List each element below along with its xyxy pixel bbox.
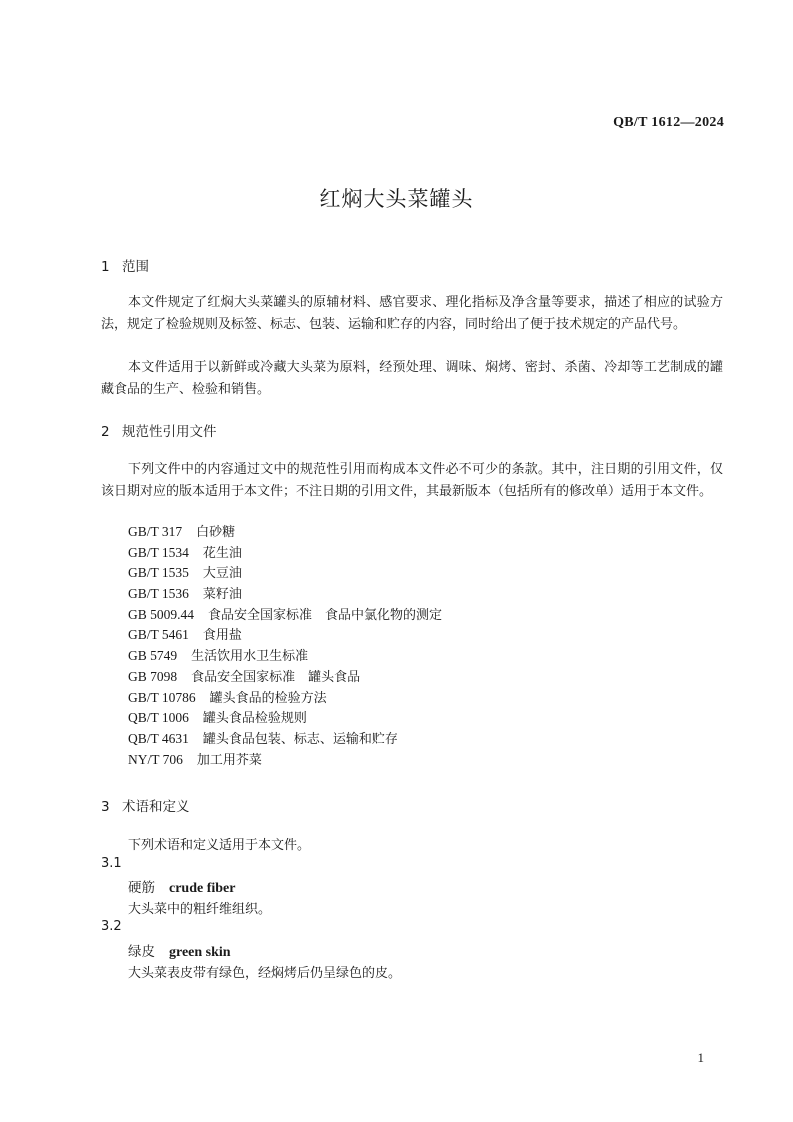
reference-item	[128, 625, 442, 646]
term-en: green skin	[169, 945, 231, 960]
reference-title: 加工用芥菜	[196, 752, 262, 768]
reference-title: 罐头食品检验规则	[202, 711, 307, 727]
reference-code: GB/T 317	[128, 524, 183, 539]
reference-title: 罐头食品包装、标志、运输和贮存	[202, 731, 398, 747]
reference-item	[128, 750, 442, 771]
reference-title: 生活饮用水卫生标准	[191, 649, 309, 665]
reference-title: 花生油	[202, 545, 242, 561]
reference-title: 食用盐	[202, 628, 242, 644]
section-number: 2	[101, 424, 110, 440]
section-title: 范围	[122, 259, 149, 275]
reference-title: 食品安全国家标准 罐头食品	[191, 669, 361, 685]
reference-code: GB/T 10786	[128, 689, 196, 705]
reference-code: QB/T 4631	[128, 730, 189, 746]
term-number: 3.2	[101, 919, 122, 934]
standard-code: QB/T 1612—2024	[613, 115, 724, 130]
section-number: 3	[101, 799, 110, 815]
reference-list	[128, 522, 442, 770]
reference-code: GB 7098	[128, 668, 178, 684]
terms-intro: 下列术语和定义适用于本文件。	[128, 838, 311, 853]
term-heading	[128, 876, 235, 897]
term-zh: 硬筋	[128, 880, 155, 896]
section-1-heading	[101, 255, 149, 275]
section-title: 规范性引用文件	[122, 424, 217, 440]
term-heading	[128, 940, 231, 961]
reference-item	[128, 605, 442, 626]
reference-title: 罐头食品的检验方法	[209, 690, 327, 706]
reference-title: 白砂糖	[196, 525, 236, 540]
scope-paragraph-2: 本文件适用于以新鲜或冷藏大头菜为原料，经预处理、调味、焖烤、密封、杀菌、冷却等工艺制成的罐藏食品的生产、检验和销售。	[101, 360, 723, 397]
reference-code: GB/T 1535	[128, 565, 189, 581]
term-en: crude fiber	[169, 881, 236, 896]
reference-code: QB/T 1006	[128, 710, 189, 726]
reference-item	[128, 729, 442, 750]
reference-code: GB/T 5461	[128, 627, 189, 643]
references-intro: 下列文件中的内容通过文中的规范性引用而构成本文件必不可少的条款。其中，注日期的引用文件，仅该日期对应的版本适用于本文件；不注日期的引用文件，其最新版本（包括所有的修改单）适用于本文件。	[101, 462, 723, 499]
term-definition: 大头菜表皮带有绿色，经焖烤后仍呈绿色的皮。	[128, 966, 402, 981]
reference-code: GB/T 1536	[128, 586, 189, 602]
term-zh: 绿皮	[128, 944, 155, 960]
reference-item	[128, 688, 442, 709]
reference-item	[128, 646, 442, 667]
reference-title: 大豆油	[202, 566, 242, 582]
reference-item	[128, 522, 442, 543]
section-2-heading	[101, 420, 217, 440]
reference-code: GB 5009.44	[128, 606, 195, 622]
reference-title: 菜籽油	[202, 587, 242, 603]
section-number: 1	[101, 259, 110, 275]
reference-code: GB 5749	[128, 648, 178, 664]
reference-item	[128, 543, 442, 564]
scope-paragraph-1: 本文件规定了红焖大头菜罐头的原辅材料、感官要求、理化指标及净含量等要求，描述了相应的试验方法，规定了检验规则及标签、标志、包装、运输和贮存的内容，同时给出了便于技术规定的产品代号。	[101, 295, 723, 332]
section-title: 术语和定义	[122, 799, 190, 815]
document-title: 红焖大头菜罐头	[319, 187, 474, 211]
reference-item	[128, 563, 442, 584]
term-definition: 大头菜中的粗纤维组织。	[128, 902, 272, 917]
reference-item	[128, 708, 442, 729]
reference-code: NY/T 706	[128, 751, 183, 767]
page-number: 1	[697, 1050, 704, 1065]
reference-item	[128, 667, 442, 688]
term-number: 3.1	[101, 856, 122, 871]
reference-item	[128, 584, 442, 605]
section-3-heading	[101, 795, 190, 815]
reference-title: 食品安全国家标准 食品中氯化物的测定	[208, 607, 443, 623]
reference-code: GB/T 1534	[128, 544, 189, 560]
